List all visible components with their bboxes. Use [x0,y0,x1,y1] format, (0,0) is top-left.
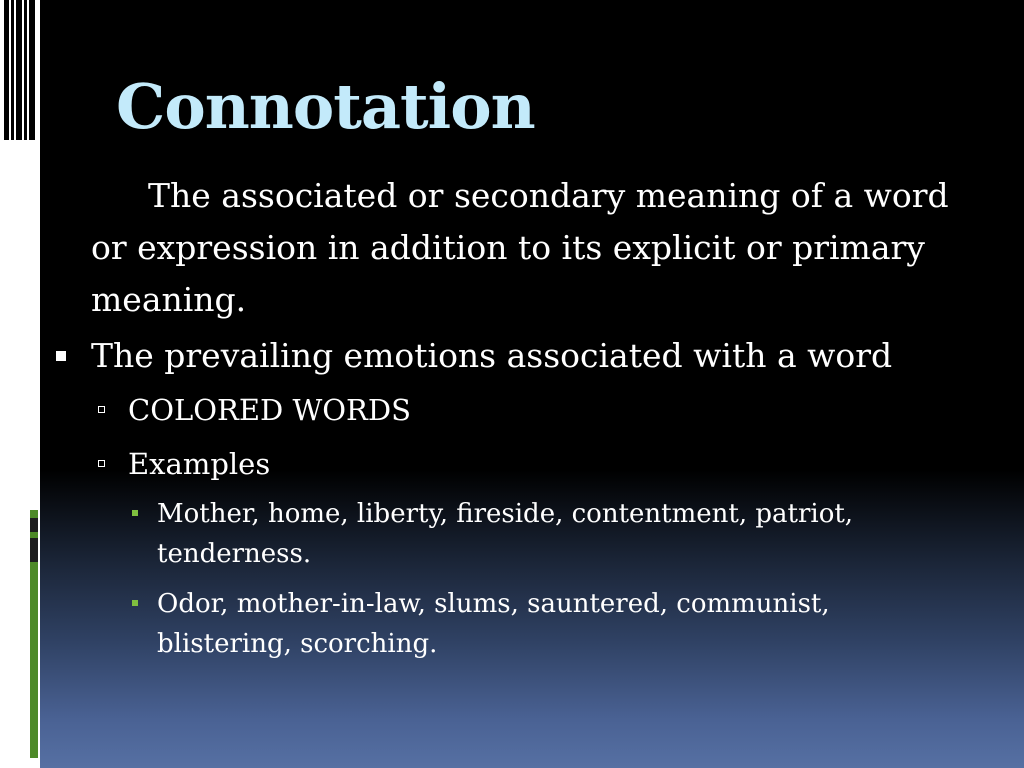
bullet-text: COLORED WORDS [128,393,412,427]
bullet-level-2 [0,390,1000,430]
bullet-level-2 [0,444,1000,484]
bullet-level-1 [0,336,1000,376]
hollow-square-bullet-icon [98,406,105,413]
strip-bar [16,0,22,140]
green-square-bullet-icon [132,600,138,606]
bullet-level-3 [0,494,947,574]
green-square-bullet-icon [132,510,138,516]
bullet-text: Mother, home, liberty, fireside, contentment, patriot, tenderness. [157,499,854,569]
slide-body [0,170,1000,664]
strip-bar [4,0,9,140]
square-bullet-icon [56,351,66,361]
definition-paragraph: The associated or secondary meaning of a word or expression in addition to its explicit or primary meaning. [91,176,949,319]
strip-bar [24,0,27,140]
bullet-text: The prevailing emotions associated with a word [91,336,893,375]
hollow-square-bullet-icon [98,460,105,467]
bullet-text: Odor, mother-in-law, slums, sauntered, communist, blistering, scorching. [157,589,830,659]
strip-bar [11,0,14,140]
slide-title: Connotation [116,70,535,143]
strip-bar [29,0,35,140]
bullet-text: Examples [128,447,271,481]
bullet-level-3 [0,584,947,664]
